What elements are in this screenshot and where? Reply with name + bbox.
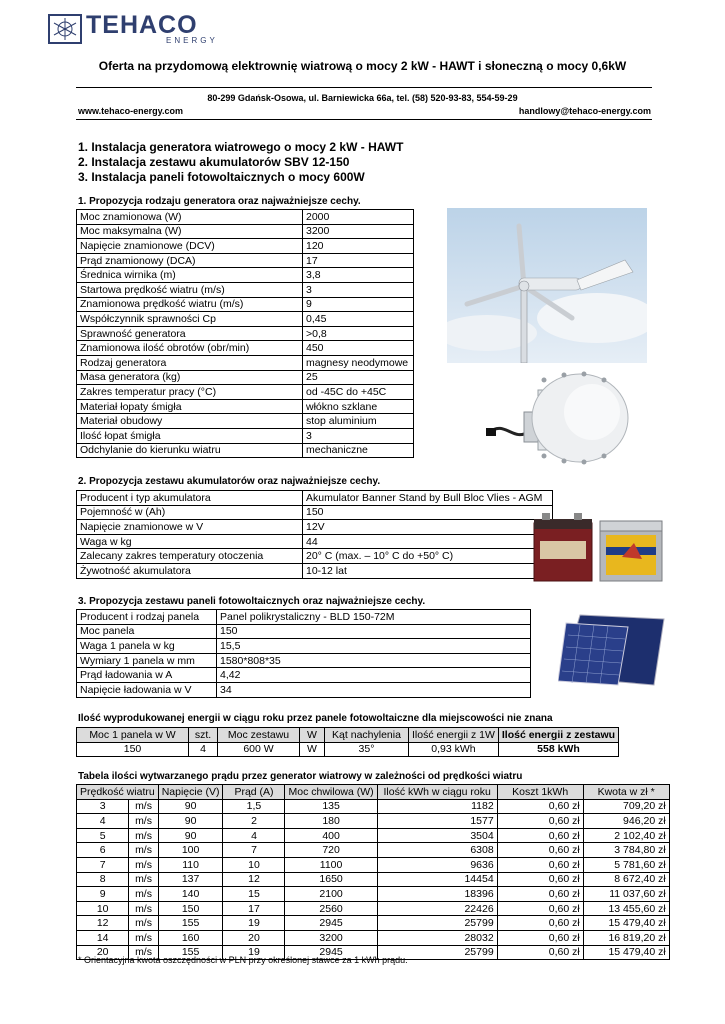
table-cell: 0,60 zł [497,930,583,945]
value-cell: 150 [217,624,531,639]
value-cell: 0,45 [303,312,414,327]
value-cell: 34 [217,682,531,697]
value-cell: mechaniczne [303,443,414,458]
company-logo [48,11,230,45]
table-cell: 400 [285,828,377,843]
table-row [77,253,414,268]
table-cell: m/s [129,872,158,887]
label-cell: Zalecany zakres temperatury otoczenia [77,549,303,564]
table-cell: 11 037,60 zł [583,887,669,902]
value-cell: od -45C do +45C [303,385,414,400]
table-cell: 3 784,80 zł [583,843,669,858]
table-cell: 946,20 zł [583,814,669,829]
table-cell: 100 [158,843,223,858]
table-cell: m/s [129,930,158,945]
wind-table-title: Tabela ilości wytwarzanego prądu przez generator wiatrowy w zależności od prędkości wiatru [78,771,523,782]
table-cell: 0,60 zł [497,828,583,843]
value-cell: 9 [303,297,414,312]
value-cell: 25 [303,370,414,385]
table-row [77,828,670,843]
value-cell: 0,93 kWh [409,742,499,757]
list-item: 1. Instalacja generatora wiatrowego o mocy 2 kW - HAWT [78,140,404,154]
value-cell: >0,8 [303,326,414,341]
table-cell: 13 455,60 zł [583,901,669,916]
table-row [77,326,414,341]
table-cell: 15 [223,887,285,902]
label-cell: Materiał obudowy [77,414,303,429]
table-cell: 180 [285,814,377,829]
table-cell: 709,20 zł [583,799,669,814]
wind-turbine-image [447,208,647,363]
value-cell: 10-12 lat [303,563,553,578]
solar-panels-image [558,611,668,686]
section3-title: 3. Propozycja zestawu paneli fotowoltaicznych oraz najważniejsze cechy. [78,596,426,607]
table-cell: 140 [158,887,223,902]
email-link[interactable]: handlowy@tehaco-energy.com [518,106,651,116]
table-row [77,549,553,564]
label-cell: Materiał łopaty śmigła [77,399,303,414]
table-cell: 14454 [377,872,497,887]
label-cell: Moc maksymalna (W) [77,224,303,239]
label-cell: Pojemność w (Ah) [77,505,303,520]
table-row [77,282,414,297]
label-cell: Moc panela [77,624,217,639]
table-cell: 12 [223,872,285,887]
value-cell: W [300,742,325,757]
table-row [77,682,531,697]
header-cell: Koszt 1kWh [497,785,583,800]
table-cell: 110 [158,857,223,872]
table-cell: 6308 [377,843,497,858]
table-cell: 2945 [285,916,377,931]
label-cell: Wymiary 1 panela w mm [77,653,217,668]
table-cell: m/s [129,945,158,960]
value-cell: 17 [303,253,414,268]
value-cell: 600 W [218,742,300,757]
energy-table [76,727,619,757]
value-cell: 3,8 [303,268,414,283]
table-cell: 1100 [285,857,377,872]
header-cell: Kwota w zł * [583,785,669,800]
list-item: 2. Instalacja zestawu akumulatorów SBV 12-150 [78,155,350,169]
value-cell: 3 [303,282,414,297]
table-cell: 1,5 [223,799,285,814]
table-cell: 0,60 zł [497,799,583,814]
table-row [77,857,670,872]
table-row [77,428,414,443]
header-cell: Ilość energii z zestawu [498,728,618,743]
table-cell: m/s [129,843,158,858]
table-cell: 4 [77,814,129,829]
logo-subtitle: ENERGY [166,36,218,45]
table-row [77,239,414,254]
table-cell: 2945 [285,945,377,960]
table-cell: 8 672,40 zł [583,872,669,887]
table-cell: 155 [158,916,223,931]
table-cell: 1650 [285,872,377,887]
label-cell: Prąd ładowania w A [77,668,217,683]
table-cell: 10 [77,901,129,916]
value-cell: 2000 [303,210,414,225]
label-cell: Moc znamionowa (W) [77,210,303,225]
table-cell: 5 781,60 zł [583,857,669,872]
header-cell: Prąd (A) [223,785,285,800]
battery-image [530,513,665,583]
logo-mark [48,14,82,44]
label-cell: Sprawność generatora [77,326,303,341]
table-cell: 15 479,40 zł [583,916,669,931]
value-cell: 12V [303,520,553,535]
table-cell: 6 [77,843,129,858]
table-row [77,901,670,916]
list-item: 3. Instalacja paneli fotowoltaicznych o mocy 600W [78,170,365,184]
logo-star-icon [50,16,80,42]
table-cell: 1182 [377,799,497,814]
table-cell: 25799 [377,945,497,960]
label-cell: Producent i typ akumulatora [77,491,303,506]
label-cell: Napięcie znamionowe (DCV) [77,239,303,254]
table-cell: 10 [223,857,285,872]
table-row [77,210,414,225]
value-cell: 44 [303,534,553,549]
value-cell: 150 [77,742,189,757]
table-cell: 90 [158,828,223,843]
header-cell: Napięcie (V) [158,785,223,800]
table-cell: 12 [77,916,129,931]
table-cell: 0,60 zł [497,901,583,916]
website-link[interactable]: www.tehaco-energy.com [78,106,184,116]
table-cell: 25799 [377,916,497,931]
header-cell: Prędkość wiatru [77,785,159,800]
label-cell: Producent i rodzaj panela [77,610,217,625]
table-row [77,341,414,356]
value-cell: Panel polikrystaliczny - BLD 150-72M [217,610,531,625]
label-cell: Waga w kg [77,534,303,549]
label-cell: Średnica wirnika (m) [77,268,303,283]
table-cell: 3200 [285,930,377,945]
value-cell: 4,42 [217,668,531,683]
value-cell: 1580*808*35 [217,653,531,668]
header-cell: Kąt nachylenia [325,728,409,743]
table-row [77,624,531,639]
table-cell: m/s [129,814,158,829]
divider-top [76,87,652,88]
table-cell: 0,60 zł [497,814,583,829]
table-cell: m/s [129,901,158,916]
header-cell: Moc zestawu [218,728,300,743]
table-cell: 4 [223,828,285,843]
table-row [77,887,670,902]
label-cell: Waga 1 panela w kg [77,639,217,654]
table-cell: 19 [223,945,285,960]
table-cell: m/s [129,916,158,931]
footnote: * Orientacyjna kwota oszczędności w PLN przy określonej stawce za 1 kWh prądu. [78,955,408,965]
table-row [77,491,553,506]
table-row [77,268,414,283]
section1-title: 1. Propozycja rodzaju generatora oraz najważniejsze cechy. [78,196,361,207]
table-row [77,930,670,945]
table-cell: m/s [129,887,158,902]
value-cell: stop aluminium [303,414,414,429]
label-cell: Znamionowa prędkość wiatru (m/s) [77,297,303,312]
header-cell: szt. [189,728,218,743]
value-cell: 3200 [303,224,414,239]
table-cell: 0,60 zł [497,872,583,887]
table-cell: 19 [223,916,285,931]
table-row [77,414,414,429]
table-row [77,799,670,814]
energy-title: Ilość wyprodukowanej energii w ciągu roku przez panele fotowoltaiczne dla miejscowości nie znana [78,713,553,724]
value-cell: 20° C (max. – 10° C do +50° C) [303,549,553,564]
table-cell: 18396 [377,887,497,902]
table-cell: 22426 [377,901,497,916]
value-cell: 120 [303,239,414,254]
label-cell: Napięcie ładowania w V [77,682,217,697]
table-row [77,563,553,578]
table-row [77,534,553,549]
header-cell: Moc chwilowa (W) [285,785,377,800]
divider-bottom [76,119,652,120]
table-row [77,370,414,385]
table-row [77,916,670,931]
panel-table [76,609,531,698]
table-row [77,399,414,414]
label-cell: Znamionowa ilość obrotów (obr/min) [77,341,303,356]
table-cell: 2 [223,814,285,829]
value-cell: magnesy neodymowe [303,355,414,370]
table-row [77,520,553,535]
value-cell: Akumulator Banner Stand by Bull Bloc Vlies - AGM [303,491,553,506]
label-cell: Rodzaj generatora [77,355,303,370]
table-cell: 28032 [377,930,497,945]
value-cell: 35° [325,742,409,757]
value-cell: 15,5 [217,639,531,654]
value-cell: 450 [303,341,414,356]
table-row [77,312,414,327]
header-cell: Ilość kWh w ciągu roku [377,785,497,800]
table-cell: 2560 [285,901,377,916]
table-cell: 20 [223,930,285,945]
table-row [77,505,553,520]
label-cell: Zakres temperatur pracy (°C) [77,385,303,400]
table-cell: m/s [129,828,158,843]
table-row [77,355,414,370]
label-cell: Współczynnik sprawności Cp [77,312,303,327]
value-cell: 4 [189,742,218,757]
label-cell: Żywotność akumulatora [77,563,303,578]
section2-title: 2. Propozycja zestawu akumulatorów oraz najważniejsze cechy. [78,476,381,487]
table-cell: m/s [129,857,158,872]
label-cell: Startowa prędkość wiatru (m/s) [77,282,303,297]
table-cell: 9 [77,887,129,902]
table-row [77,224,414,239]
value-cell: włókno szklane [303,399,414,414]
table-cell: 160 [158,930,223,945]
table-cell: 135 [285,799,377,814]
table-cell: 2100 [285,887,377,902]
table-row [77,653,531,668]
label-cell: Napięcie znamionowe w V [77,520,303,535]
logo-name: TEHACO [86,11,198,39]
table-cell: 3 [77,799,129,814]
header-cell: W [300,728,325,743]
value-cell: 150 [303,505,553,520]
table-cell: 7 [223,843,285,858]
table-cell: 137 [158,872,223,887]
battery-table [76,490,553,579]
table-cell: 17 [223,901,285,916]
value-cell: 558 kWh [498,742,618,757]
generator-table [76,209,414,458]
table-cell: 155 [158,945,223,960]
wind-production-table [76,784,670,960]
table-cell: 720 [285,843,377,858]
table-cell: 0,60 zł [497,843,583,858]
table-row [77,610,531,625]
table-row [77,843,670,858]
label-cell: Prąd znamionowy (DCA) [77,253,303,268]
table-cell: 9636 [377,857,497,872]
label-cell: Odchylanie do kierunku wiatru [77,443,303,458]
table-row [77,297,414,312]
table-cell: 8 [77,872,129,887]
table-cell: 7 [77,857,129,872]
label-cell: Masa generatora (kg) [77,370,303,385]
table-cell: 15 479,40 zł [583,945,669,960]
table-row [77,385,414,400]
company-address: 80-299 Gdańsk-Osowa, ul. Barniewicka 66a, tel. (58) 520-93-83, 554-59-29 [207,93,518,103]
table-cell: 3504 [377,828,497,843]
header-cell: Ilość energii z 1W [409,728,499,743]
table-row [77,668,531,683]
table-cell: 1577 [377,814,497,829]
header-cell: Moc 1 panela w W [77,728,189,743]
generator-image [484,370,644,465]
value-cell: 3 [303,428,414,443]
table-row [77,872,670,887]
table-cell: m/s [129,799,158,814]
table-cell: 0,60 zł [497,857,583,872]
table-cell: 0,60 zł [497,945,583,960]
table-cell: 0,60 zł [497,916,583,931]
table-cell: 0,60 zł [497,887,583,902]
installation-list [78,140,403,185]
table-cell: 5 [77,828,129,843]
table-row [77,814,670,829]
table-cell: 150 [158,901,223,916]
table-cell: 14 [77,930,129,945]
label-cell: Ilość łopat śmigła [77,428,303,443]
table-cell: 90 [158,814,223,829]
table-cell: 90 [158,799,223,814]
table-row [77,639,531,654]
page-title: Oferta na przydomową elektrownię wiatrową o mocy 2 kW - HAWT i słoneczną o mocy 0,6kW [98,59,627,73]
table-cell: 2 102,40 zł [583,828,669,843]
table-cell: 20 [77,945,129,960]
table-cell: 16 819,20 zł [583,930,669,945]
table-row [77,443,414,458]
